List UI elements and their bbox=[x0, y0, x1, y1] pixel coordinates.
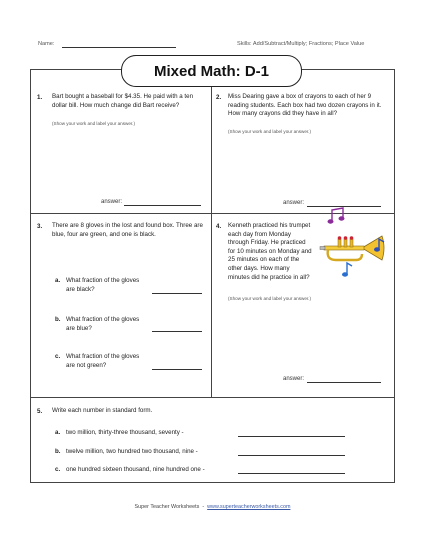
problem-3a-answer-line[interactable] bbox=[152, 293, 202, 294]
problem-1-note: (Show your work and label your answer.) bbox=[52, 121, 135, 126]
problem-3a-letter: a. bbox=[55, 277, 61, 284]
problem-5a-answer-line[interactable] bbox=[238, 436, 345, 437]
problem-4-note: (Show your work and label your answer.) bbox=[228, 296, 311, 301]
footer-brand: Super Teacher Worksheets bbox=[134, 504, 200, 510]
problem-4-text: Kenneth practiced his trumpet each day from Monday through Friday. He practiced for 10 minutes on Monday and 25 minutes on each of the other days. How many minutes did he practice in all? bbox=[228, 222, 312, 281]
problem-3c-text: What fraction of the gloves are not green? bbox=[66, 353, 140, 369]
problem-3-text: There are 8 gloves in the lost and found box. Three are blue, four are green, and one is black. bbox=[52, 222, 203, 238]
problem-3-number: 3. bbox=[37, 223, 43, 230]
problem-1-answer-line[interactable] bbox=[124, 205, 201, 206]
name-label: Name: bbox=[38, 41, 55, 47]
problem-2-note: (Show your work and label your answer.) bbox=[228, 129, 311, 134]
skills-text: Skills: Add/Subtract/Multiply; Fractions; Place Value bbox=[237, 41, 365, 47]
problem-1-number: 1. bbox=[37, 94, 43, 101]
problem-3c-letter: c. bbox=[55, 353, 61, 360]
music-note-icon bbox=[372, 237, 386, 253]
footer-separator: - bbox=[202, 504, 205, 510]
vertical-divider-2 bbox=[211, 213, 212, 397]
problem-3c-answer-line[interactable] bbox=[152, 369, 202, 370]
problem-4-answer-line[interactable] bbox=[307, 382, 381, 383]
page-title: Mixed Math: D-1 bbox=[153, 62, 269, 80]
problem-5b-answer-line[interactable] bbox=[238, 455, 345, 456]
problem-1-answer-label: answer: bbox=[101, 199, 123, 205]
problem-3b-letter: b. bbox=[55, 316, 61, 323]
title-box bbox=[121, 55, 302, 87]
problem-3a-text: What fraction of the gloves are black? bbox=[66, 277, 140, 293]
footer bbox=[0, 504, 425, 510]
music-note-icon bbox=[327, 206, 349, 226]
problem-5-text: Write each number in standard form. bbox=[52, 407, 153, 414]
problem-4-number: 4. bbox=[216, 223, 222, 230]
problem-5b-letter: b. bbox=[55, 448, 61, 455]
footer-link[interactable]: www.superteacherworksheets.com bbox=[207, 504, 291, 510]
problem-5c-text: one hundred sixteen thousand, nine hundred one - bbox=[66, 466, 205, 473]
problem-5b-text: twelve million, two hundred two thousand, nine - bbox=[66, 448, 198, 455]
problem-2-answer-label: answer: bbox=[283, 200, 305, 206]
music-note-icon bbox=[340, 260, 354, 278]
horizontal-divider-2 bbox=[30, 397, 395, 398]
problem-5-number: 5. bbox=[37, 408, 43, 415]
problem-5a-letter: a. bbox=[55, 429, 61, 436]
name-field[interactable] bbox=[62, 47, 176, 48]
problem-2-text: Miss Dearing gave a box of crayons to each of her 9 reading students. Each box had two dozen crayons in it. How many crayons did they have in all? bbox=[228, 93, 382, 118]
problem-5c-answer-line[interactable] bbox=[238, 473, 345, 474]
problem-3b-answer-line[interactable] bbox=[152, 331, 202, 332]
problem-1-text: Bart bought a baseball for $4.35. He paid with a ten dollar bill. How much change did Bart receive? bbox=[52, 93, 194, 109]
problem-5a-text: two million, thirty-three thousand, seventy - bbox=[66, 429, 184, 436]
problem-2-number: 2. bbox=[216, 94, 222, 101]
problem-4-answer-label: answer: bbox=[283, 376, 305, 382]
problem-5c-letter: c. bbox=[55, 466, 61, 473]
problem-3b-text: What fraction of the gloves are blue? bbox=[66, 316, 140, 332]
